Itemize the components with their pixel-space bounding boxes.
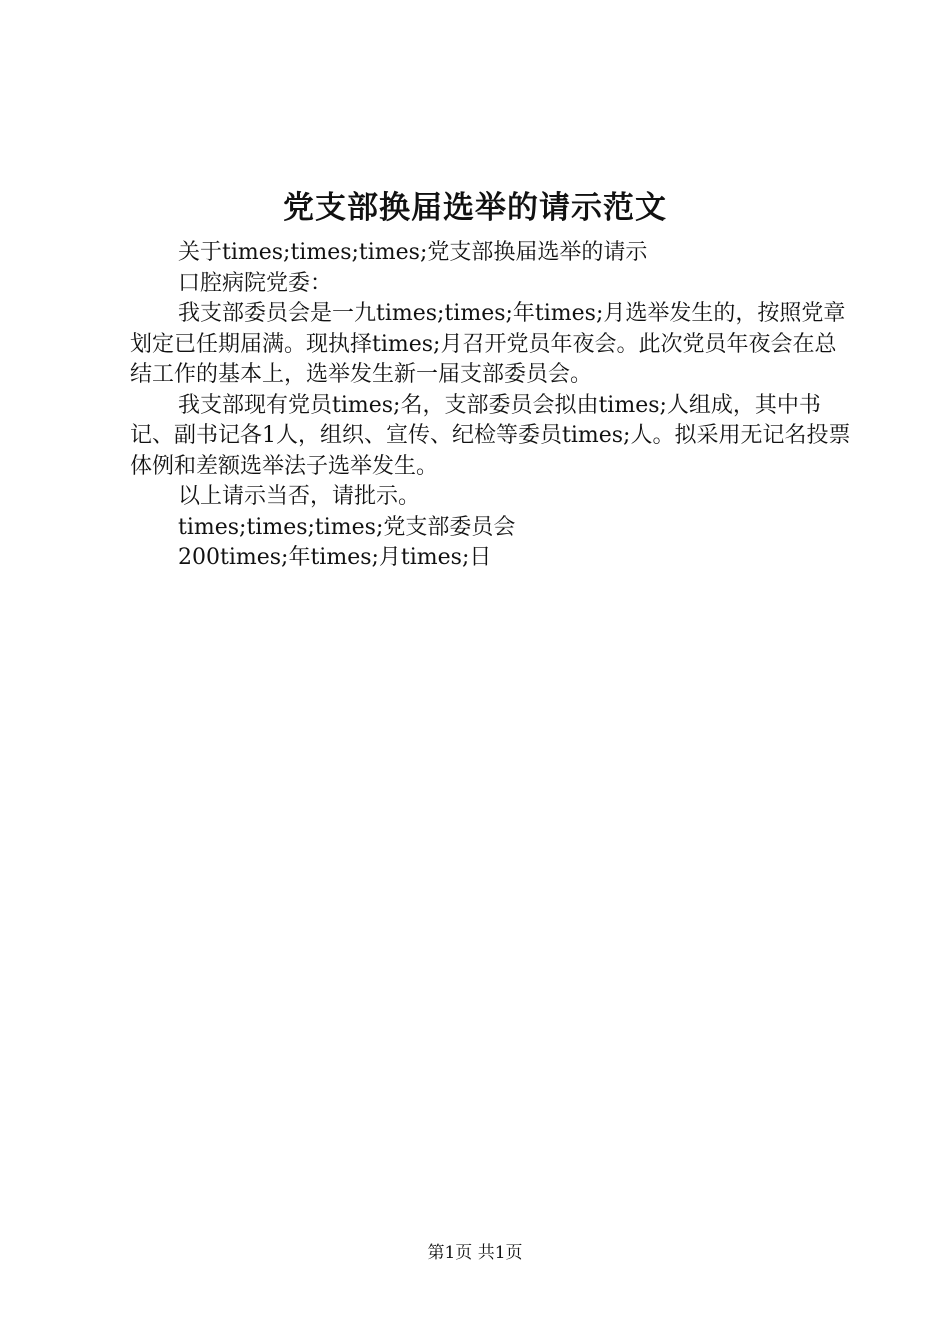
body-paragraph-1: 我支部委员会是一九times;times;年times;月选举发生的，按照党章划定已任期届满。现执择times;月召开党员年夜会。此次党员年夜会在总结工作的基本上，选举发生新一届支部委员会。: [130, 301, 846, 387]
body-paragraph-2: 我支部现有党员times;名，支部委员会拟由times;人组成，其中书记、副书记各1人，组织、宣传、纪检等委员times;人。拟采用无记名投票体例和差额选举法子选举发生。: [130, 392, 851, 479]
addressee-line: 口腔病院党委：: [178, 270, 333, 296]
signature-line: times;times;times;党支部委员会: [178, 514, 516, 540]
subject-line: 关于times;times;times;党支部换届选举的请示: [178, 240, 648, 265]
document-title: 党支部换届选举的请示范文: [283, 190, 667, 226]
date-line: 200times;年times;月times;日: [178, 545, 492, 570]
closing-line: 以上请示当否，请批示。: [178, 484, 421, 509]
page-footer: 第1页 共1页: [427, 1243, 523, 1263]
document-body: [130, 238, 855, 574]
